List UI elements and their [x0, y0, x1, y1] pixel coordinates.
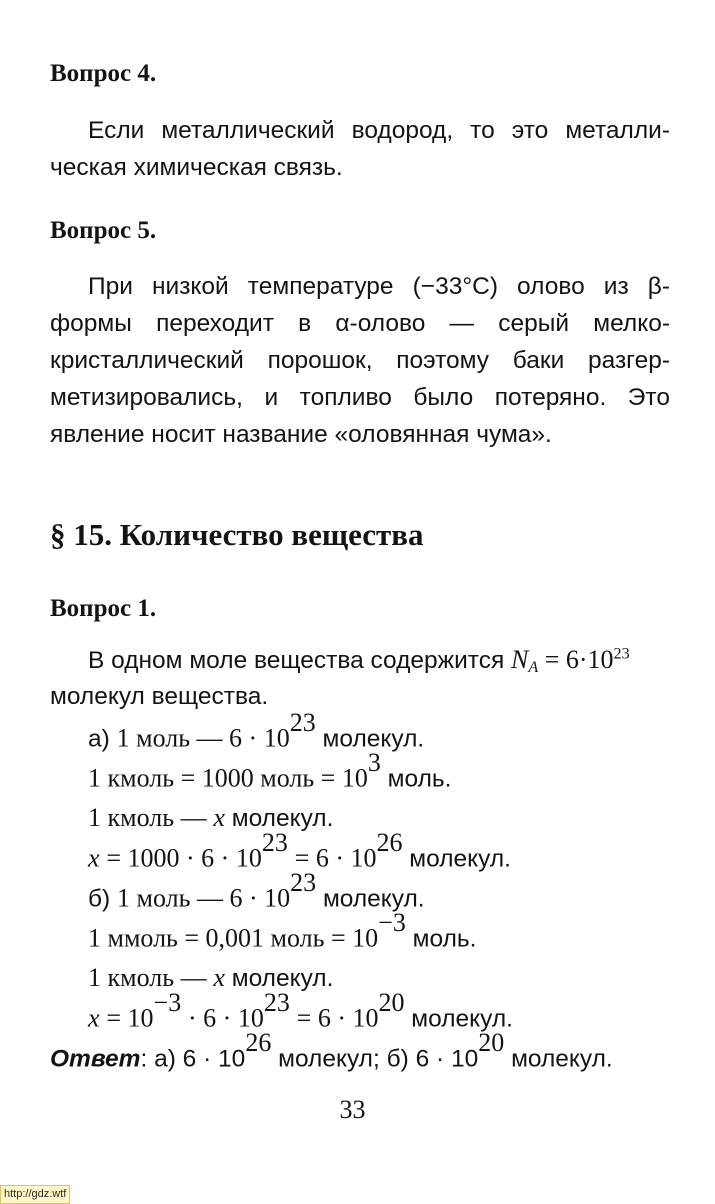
text: : а) 6 · 10 [140, 1045, 246, 1073]
text: В одном моле вещества содержится [88, 647, 505, 674]
math-var: x [213, 963, 225, 992]
math: 1 кмоль — [88, 963, 207, 992]
text: молекул. [231, 805, 334, 832]
formula-line [88, 748, 452, 794]
math-exp: 20 [478, 1028, 505, 1057]
answer-line [50, 1028, 613, 1074]
text: моль. [387, 765, 452, 793]
math: = 10 [106, 1003, 154, 1033]
formula-line [88, 988, 513, 1034]
math-sub: A [528, 659, 539, 677]
text-line: ческая химическая связь. [50, 154, 343, 181]
math-exp: −3 [153, 988, 182, 1017]
math-exp: 23 [263, 988, 290, 1017]
question-4-heading: Вопрос 4. [50, 60, 157, 87]
math-exp: 23 [290, 868, 317, 897]
formula-line [88, 868, 425, 914]
math: 1 кмоль = 1000 моль = 10 [88, 763, 368, 793]
question-1-heading: Вопрос 1. [50, 595, 157, 622]
text: молекул. [231, 965, 334, 992]
text: молекул. [511, 1045, 613, 1073]
math: = 6·10 [544, 645, 614, 674]
math-exp: 3 [367, 748, 381, 777]
math-exp: 23 [613, 645, 630, 663]
text: молекул. [411, 1005, 513, 1033]
answer-label: Ответ [50, 1045, 141, 1073]
watermark-label: http://gdz.wtf [0, 1185, 70, 1204]
math: = 6 · 10 [296, 1003, 379, 1033]
math-exp: 26 [245, 1028, 272, 1057]
math: 1 ммоль = 0,001 моль = 10 [88, 923, 379, 953]
text-line: кристаллический порошок, поэтому баки разгер- [50, 347, 670, 374]
text: моль. [412, 925, 477, 953]
text-line: При низкой температуре (−33°C) олово из β- [88, 273, 670, 300]
math: = 6 · 10 [294, 843, 377, 873]
formula-line [88, 803, 333, 833]
section-title: § 15. Количество вещества [50, 517, 424, 552]
math-var: N [511, 645, 529, 674]
text-line: молекул вещества. [50, 683, 269, 710]
text: молекул. [322, 885, 425, 913]
math-var: x [213, 803, 225, 832]
item-label: а) [88, 725, 110, 753]
formula-line [88, 645, 630, 675]
text: молекул. [322, 725, 425, 753]
math: · 6 · 10 [188, 1003, 264, 1033]
math-var: x [88, 843, 100, 873]
math-var: x [88, 1003, 100, 1033]
question-4-answer [50, 112, 670, 186]
text: молекул. [409, 845, 511, 873]
formula-line [88, 908, 477, 954]
math: 1 моль — 6 · 10 [116, 723, 290, 753]
math-exp: 20 [378, 988, 405, 1017]
math-exp: 23 [261, 828, 288, 857]
text-line: Если металлический водород, то это металли- [88, 117, 670, 144]
math: 1 кмоль — [88, 803, 207, 832]
question-5-answer [50, 268, 670, 453]
page-number: 33 [339, 1095, 366, 1124]
formula-line [88, 963, 333, 993]
math-exp: 26 [376, 828, 403, 857]
question-5-heading: Вопрос 5. [50, 217, 157, 244]
item-label: б) [88, 885, 111, 913]
text-line: метизировались, и топливо было потеряно. Это [50, 384, 670, 411]
text: молекул; б) 6 · 10 [278, 1045, 479, 1073]
text-line: явление носит название «оловянная чума». [50, 421, 552, 448]
math: 1 моль — 6 · 10 [117, 883, 291, 913]
math: = 1000 · 6 · 10 [106, 843, 262, 873]
math-exp: −3 [378, 908, 406, 937]
text-line: формы переходит в α-олово — серый мелко- [50, 310, 670, 337]
math-exp: 23 [289, 708, 316, 737]
math [511, 645, 630, 677]
